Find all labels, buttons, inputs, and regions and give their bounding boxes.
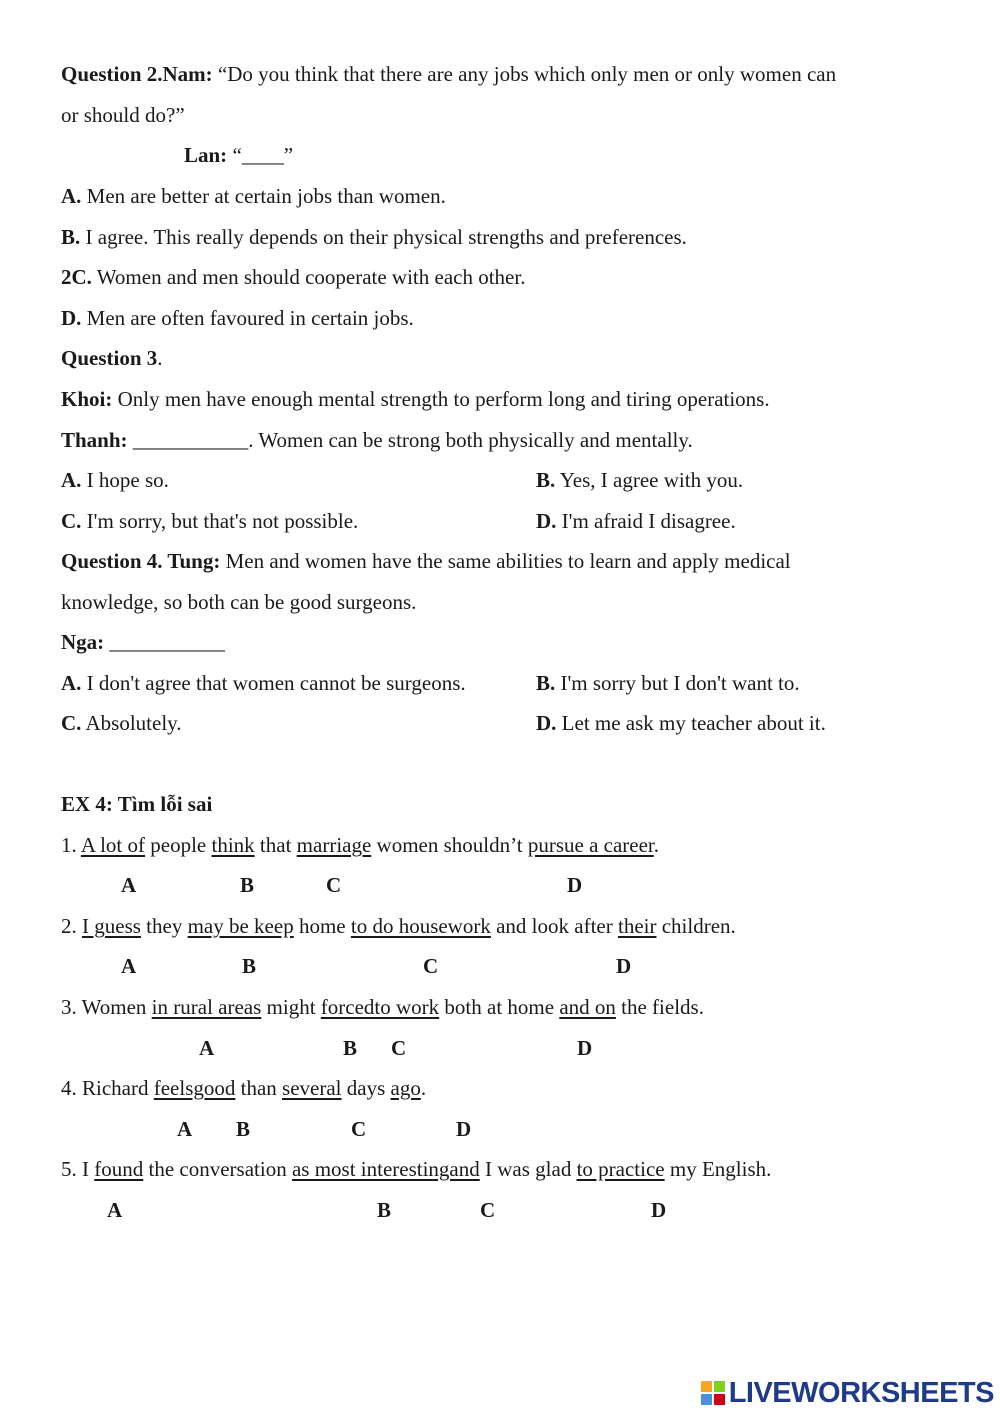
sentence-text: than [235, 1076, 283, 1100]
sentence-text: that [254, 833, 297, 857]
q3-thanh-line [61, 427, 693, 453]
q4-label: Question 4. Tung: [61, 549, 221, 573]
segment-d[interactable]: to practice [576, 1157, 665, 1181]
logo-square-3 [701, 1394, 712, 1405]
q3-khoi-line [61, 386, 770, 412]
segment-bc[interactable]: forcedto work [320, 995, 440, 1019]
q3-thanh-text: ___________. Women can be strong both physically and mentally. [127, 428, 693, 452]
segment-bc[interactable]: as most interestingand [291, 1157, 480, 1181]
s1-label-a: A [121, 873, 137, 897]
q2-text-1: “Do you think that there are any jobs which only men or only women can [212, 62, 837, 86]
segment-a[interactable]: I guess [82, 914, 141, 938]
sentence-text: the fields. [615, 995, 704, 1019]
q2-option-a[interactable] [61, 183, 446, 209]
sentence-text: might [261, 995, 321, 1019]
segment-d[interactable]: their [617, 914, 657, 938]
s1-label-c: C [326, 873, 342, 897]
s5-label-b: B [377, 1198, 392, 1222]
q2-option-d[interactable] [61, 305, 414, 331]
segment-a[interactable]: in rural areas [151, 995, 262, 1019]
option-letter: B. [536, 671, 556, 695]
q2-line-1 [61, 61, 836, 87]
option-text: I'm afraid I disagree. [556, 509, 736, 533]
ex4-sentence-4 [61, 1075, 426, 1101]
q4-option-a[interactable] [61, 670, 466, 696]
option-letter: A. [61, 468, 82, 492]
sentence-text: my English. [664, 1157, 772, 1181]
q2-line-2 [61, 102, 185, 128]
logo-square-2 [714, 1381, 725, 1392]
q4-option-b[interactable] [536, 670, 800, 696]
q2-option-c[interactable] [61, 264, 525, 290]
sentence-text: 5. I [61, 1157, 95, 1181]
option-letter: 2C. [61, 265, 92, 289]
option-text: Men are better at certain jobs than women. [81, 184, 446, 208]
s3-label-a: A [199, 1036, 215, 1060]
segment-d[interactable]: ago [390, 1076, 421, 1100]
sentence-text: people [145, 833, 212, 857]
sentence-text: 2. [61, 914, 82, 938]
ex4-sentence-2 [61, 913, 736, 939]
s4-label-a: A [177, 1117, 193, 1141]
s2-label-c: C [423, 954, 439, 978]
option-text: I'm sorry, but that's not possible. [81, 509, 359, 533]
option-letter: D. [61, 306, 82, 330]
s3-label-d: D [577, 1036, 593, 1060]
option-letter: B. [61, 225, 81, 249]
brand-name: LIVEWORKSHEETS [728, 1376, 994, 1409]
ex4-title-text: EX 4: Tìm lỗi sai [61, 792, 213, 816]
q4-line-2 [61, 589, 416, 615]
option-text: Yes, I agree with you. [555, 468, 744, 492]
option-letter: C. [61, 509, 82, 533]
ex4-title [61, 791, 212, 817]
q4-option-d[interactable] [536, 710, 826, 736]
q3-heading [61, 345, 163, 371]
option-text: I'm sorry but I don't want to. [555, 671, 800, 695]
sentence-text: . [420, 1076, 427, 1100]
q2-label: Question 2.Nam: [61, 62, 213, 86]
s2-label-b: B [242, 954, 257, 978]
q2-lan-label: Lan: [184, 143, 228, 167]
s4-label-d: D [456, 1117, 472, 1141]
q3-option-b[interactable] [536, 467, 743, 493]
q4-line-1 [61, 548, 791, 574]
option-letter: B. [536, 468, 556, 492]
s5-label-a: A [107, 1198, 123, 1222]
q4-text-2: knowledge, so both can be good surgeons. [61, 590, 417, 614]
s3-label-c: C [391, 1036, 407, 1060]
option-text: Women and men should cooperate with each other. [91, 265, 526, 289]
segment-ab[interactable]: feelsgood [153, 1076, 236, 1100]
s2-label-d: D [616, 954, 632, 978]
q3-label: Question 3 [61, 346, 158, 370]
q3-thanh-label: Thanh: [61, 428, 128, 452]
liveworksheets-logo[interactable] [701, 1376, 994, 1410]
s1-label-b: B [240, 873, 255, 897]
q2-lan-line [184, 142, 293, 168]
ex4-sentence-3 [61, 994, 704, 1020]
segment-a[interactable]: found [94, 1157, 144, 1181]
s5-label-d: D [651, 1198, 667, 1222]
q4-text-1: Men and women have the same abilities to learn and apply medical [220, 549, 791, 573]
sentence-text: children. [656, 914, 736, 938]
option-text: I hope so. [81, 468, 169, 492]
sentence-text: days [341, 1076, 391, 1100]
s1-label-d: D [567, 873, 583, 897]
sentence-text: 1. [61, 833, 81, 857]
q3-option-c[interactable] [61, 508, 358, 534]
sentence-text: women shouldn’t [371, 833, 528, 857]
option-text: Absolutely. [81, 711, 182, 735]
q4-nga-line [61, 629, 225, 655]
segment-b[interactable]: may be keep [187, 914, 294, 938]
sentence-text: home [293, 914, 351, 938]
sentence-text: and look after [490, 914, 618, 938]
sentence-text: I was glad [479, 1157, 577, 1181]
segment-b[interactable]: think [211, 833, 255, 857]
q3-dot: . [157, 346, 163, 370]
ex4-sentence-1 [61, 832, 659, 858]
q3-option-d[interactable] [536, 508, 736, 534]
option-text: I don't agree that women cannot be surgeons. [81, 671, 466, 695]
sentence-text: they [140, 914, 188, 938]
ex4-sentence-5 [61, 1156, 771, 1182]
q4-option-c[interactable] [61, 710, 182, 736]
logo-square-1 [701, 1381, 712, 1392]
segment-c[interactable]: to do housework [350, 914, 491, 938]
s4-label-b: B [236, 1117, 251, 1141]
option-letter: A. [61, 671, 82, 695]
sentence-text: . [653, 833, 659, 857]
q3-khoi-text: Only men have enough mental strength to perform long and tiring operations. [112, 387, 770, 411]
segment-d[interactable]: and on [559, 995, 616, 1019]
option-text: Let me ask my teacher about it. [556, 711, 826, 735]
q2-text-2: or should do?” [61, 103, 185, 127]
q2-lan-text: “____” [227, 143, 294, 167]
q4-nga-text: ___________ [104, 630, 225, 654]
sentence-text: 3. Women [61, 995, 152, 1019]
q4-nga-label: Nga: [61, 630, 105, 654]
option-letter: D. [536, 509, 557, 533]
s3-label-b: B [343, 1036, 358, 1060]
segment-c[interactable]: marriage [296, 833, 372, 857]
q3-option-a[interactable] [61, 467, 169, 493]
s2-label-a: A [121, 954, 137, 978]
option-text: Men are often favoured in certain jobs. [81, 306, 414, 330]
logo-square-4 [714, 1394, 725, 1405]
option-text: I agree. This really depends on their physical strengths and preferences. [80, 225, 687, 249]
option-letter: A. [61, 184, 82, 208]
option-letter: C. [61, 711, 82, 735]
segment-d[interactable]: pursue a career [527, 833, 654, 857]
s5-label-c: C [480, 1198, 496, 1222]
q2-option-b[interactable] [61, 224, 687, 250]
option-letter: D. [536, 711, 557, 735]
logo-icon [701, 1381, 725, 1405]
segment-c[interactable]: several [282, 1076, 342, 1100]
s4-label-c: C [351, 1117, 367, 1141]
segment-a[interactable]: A lot of [80, 833, 146, 857]
sentence-text: both at home [439, 995, 560, 1019]
sentence-text: 4. Richard [61, 1076, 154, 1100]
q3-khoi-label: Khoi: [61, 387, 113, 411]
sentence-text: the conversation [143, 1157, 292, 1181]
